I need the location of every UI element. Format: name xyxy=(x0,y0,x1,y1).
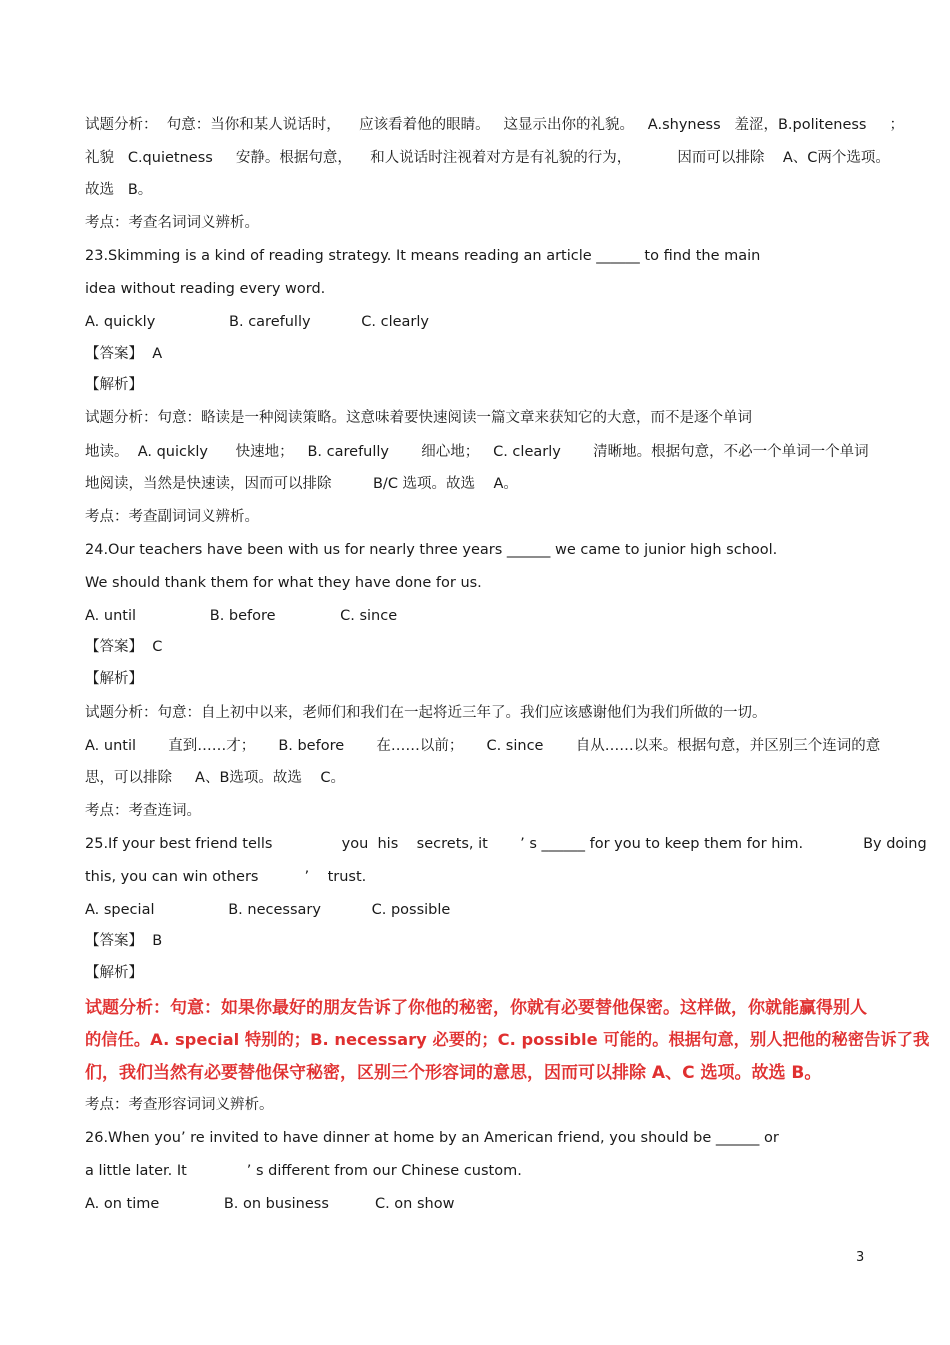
answer-options: A. until B. before C. since xyxy=(85,608,398,624)
answer-label: 【答案】 C xyxy=(85,639,163,655)
question-text: this, you can win others ’ trust. xyxy=(85,869,367,885)
knowledge-point: 考点：考查副词词义辨析。 xyxy=(85,509,259,525)
question-text: We should thank them for what they have done for us. xyxy=(85,575,482,591)
question-text: 24.Our teachers have been with us for nearly three years ______ we came to junior high school. xyxy=(85,542,778,558)
answer-label: 【答案】 B xyxy=(85,933,163,949)
page-number: 3 xyxy=(856,1250,865,1265)
knowledge-point: 考点：考查连词。 xyxy=(85,803,201,819)
answer-options: A. on time B. on business C. on show xyxy=(85,1196,455,1212)
analysis-line-highlight: 的信任。A. special 特别的；B. necessary 必要的；C. possible 可能的。根据句意，别人把他的秘密告诉了我 xyxy=(85,1030,930,1049)
analysis-label: 【解析】 xyxy=(85,965,143,981)
analysis-line: 地读。 A. quickly 快速地； B. carefully 细心地； C. clearly 清晰地。根据句意，不必一个单词一个单词 xyxy=(85,444,869,460)
analysis-line: 思，可以排除 A、B选项。故选 C。 xyxy=(85,770,345,786)
answer-options: A. quickly B. carefully C. clearly xyxy=(85,314,429,330)
analysis-line-highlight: 试题分析：句意：如果你最好的朋友告诉了你他的秘密，你就有必要替他保密。这样做，你就能赢得别人 xyxy=(85,998,867,1018)
analysis-line-highlight: 们，我们当然有必要替他保守秘密，区别三个形容词的意思，因而可以排除 A、C 选项。故选 B。 xyxy=(85,1063,822,1083)
analysis-line: 故选 B。 xyxy=(85,182,153,198)
analysis-line: 礼貌 C.quietness 安静。根据句意， 和人说话时注视着对方是有礼貌的行为， 因而可以排除 A、C两个选项。 xyxy=(85,150,890,166)
analysis-line: 试题分析： 句意：当你和某人说话时， 应该看着他的眼睛。 这显示出你的礼貌。 A.shyness 羞涩，B.politeness ； xyxy=(85,117,905,133)
question-text: 25.If your best friend tells you his secrets, it ’ s ______ for you to keep them for him. By doing xyxy=(85,836,927,852)
answer-label: 【答案】 A xyxy=(85,346,163,362)
analysis-label: 【解析】 xyxy=(85,671,143,687)
analysis-line: 试题分析：句意：略读是一种阅读策略。这意味着要快速阅读一篇文章来获知它的大意，而不是逐个单词 xyxy=(85,410,752,426)
analysis-line: 试题分析：句意：自上初中以来，老师们和我们在一起将近三年了。我们应该感谢他们为我们所做的一切。 xyxy=(85,705,767,721)
analysis-line: A. until 直到……才； B. before 在……以前； C. since 自从……以来。根据句意，并区别三个连词的意 xyxy=(85,738,881,754)
answer-options: A. special B. necessary C. possible xyxy=(85,902,451,918)
question-text: 23.Skimming is a kind of reading strategy. It means reading an article ______ to find the main xyxy=(85,248,761,264)
question-text: 26.When you’ re invited to have dinner at home by an American friend, you should be ______ or xyxy=(85,1130,779,1146)
question-text: a little later. It ’ s different from our Chinese custom. xyxy=(85,1163,522,1179)
analysis-label: 【解析】 xyxy=(85,377,143,393)
knowledge-point: 考点：考查名词词义辨析。 xyxy=(85,215,259,231)
knowledge-point: 考点：考查形容词词义辨析。 xyxy=(85,1097,274,1113)
analysis-line: 地阅读，当然是快速读，因而可以排除 B/C 选项。故选 A。 xyxy=(85,476,518,492)
question-text: idea without reading every word. xyxy=(85,281,326,297)
